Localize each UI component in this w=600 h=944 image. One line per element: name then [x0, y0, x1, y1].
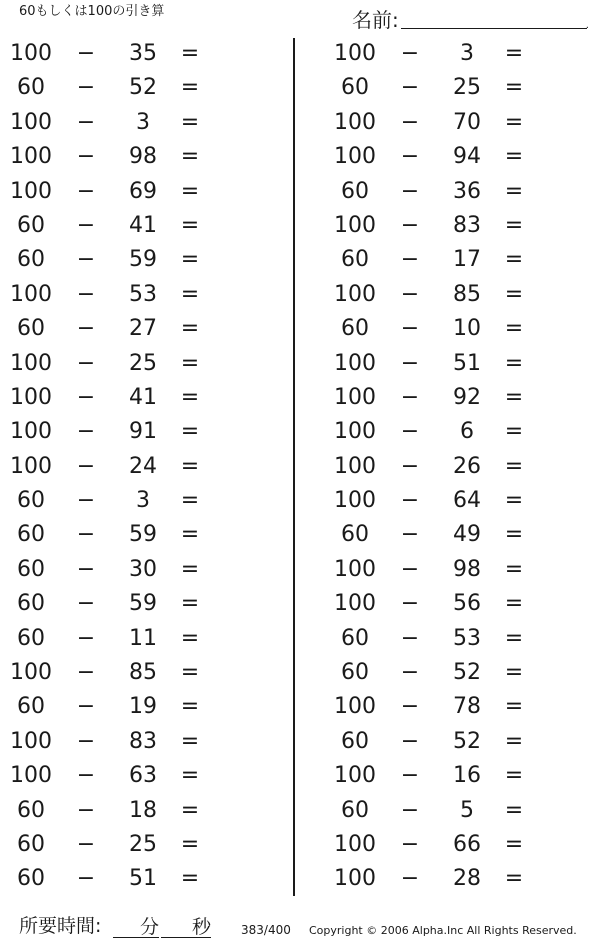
problem-row — [0, 622, 290, 656]
subtrahend: 28 — [453, 866, 481, 892]
minus-sign: − — [76, 797, 96, 823]
minus-sign: − — [400, 212, 420, 238]
minus-sign: − — [76, 384, 96, 410]
problem-row — [0, 312, 290, 346]
minus-sign: − — [76, 144, 96, 170]
minus-sign: − — [400, 247, 420, 273]
subtrahend: 3 — [136, 109, 150, 135]
problem-row — [0, 347, 290, 381]
minuend: 60 — [341, 75, 369, 101]
minus-sign: − — [76, 763, 96, 789]
minus-sign: − — [400, 831, 420, 857]
subtrahend: 56 — [453, 591, 481, 617]
equals-sign: = — [180, 109, 200, 135]
subtrahend: 51 — [453, 350, 481, 376]
subtrahend: 52 — [129, 75, 157, 101]
minus-sign: − — [400, 350, 420, 376]
minus-sign: − — [76, 728, 96, 754]
minuend: 100 — [10, 453, 52, 479]
equals-sign: = — [180, 694, 200, 720]
equals-sign: = — [504, 556, 524, 582]
subtrahend: 94 — [453, 144, 481, 170]
equals-sign: = — [504, 247, 524, 273]
problem-row — [0, 794, 290, 828]
subtrahend: 59 — [129, 522, 157, 548]
minuend: 100 — [334, 591, 376, 617]
page-number: 383/400 — [241, 923, 291, 937]
minus-sign: − — [400, 625, 420, 651]
minuend: 100 — [10, 41, 52, 66]
equals-sign: = — [504, 212, 524, 238]
subtrahend: 36 — [453, 178, 481, 204]
minuend: 100 — [10, 728, 52, 754]
minus-sign: − — [400, 591, 420, 617]
minuend: 100 — [334, 109, 376, 135]
minuend: 100 — [334, 41, 376, 66]
problem-row — [324, 656, 600, 690]
equals-sign: = — [180, 831, 200, 857]
equals-sign: = — [504, 728, 524, 754]
minus-sign: − — [76, 625, 96, 651]
minuend: 60 — [17, 866, 45, 892]
minuend: 60 — [341, 247, 369, 273]
equals-sign: = — [504, 660, 524, 686]
subtrahend: 41 — [129, 212, 157, 238]
equals-sign: = — [504, 797, 524, 823]
minus-sign: − — [76, 178, 96, 204]
subtrahend: 52 — [453, 660, 481, 686]
minuend: 60 — [341, 522, 369, 548]
equals-sign: = — [180, 866, 200, 892]
worksheet-title: 60もしくは100の引き算 — [19, 4, 165, 19]
equals-sign: = — [180, 797, 200, 823]
equals-sign: = — [180, 350, 200, 376]
subtrahend: 85 — [129, 660, 157, 686]
problem-row — [324, 587, 600, 621]
equals-sign: = — [504, 109, 524, 135]
subtrahend: 59 — [129, 247, 157, 273]
minus-sign: − — [76, 316, 96, 342]
subtrahend: 16 — [453, 763, 481, 789]
minuend: 60 — [17, 625, 45, 651]
problem-row — [324, 347, 600, 381]
equals-sign: = — [180, 625, 200, 651]
minus-sign: − — [400, 41, 420, 66]
problem-row — [324, 140, 600, 174]
subtrahend: 35 — [129, 41, 157, 66]
subtrahend: 18 — [129, 797, 157, 823]
equals-sign: = — [180, 178, 200, 204]
minus-sign: − — [400, 453, 420, 479]
minutes-blank[interactable]: 分 — [113, 916, 159, 938]
minuend: 60 — [17, 694, 45, 720]
problem-row — [0, 175, 290, 209]
problem-row — [0, 862, 290, 896]
minus-sign: − — [76, 453, 96, 479]
equals-sign: = — [504, 281, 524, 307]
subtrahend: 24 — [129, 453, 157, 479]
minuend: 60 — [17, 522, 45, 548]
equals-sign: = — [504, 144, 524, 170]
subtrahend: 25 — [129, 831, 157, 857]
name-area — [352, 6, 589, 32]
problem-row — [0, 553, 290, 587]
minuend: 100 — [334, 453, 376, 479]
problem-row — [324, 381, 600, 415]
subtrahend: 83 — [453, 212, 481, 238]
equals-sign: = — [504, 41, 524, 66]
minus-sign: − — [76, 660, 96, 686]
problem-row — [0, 243, 290, 277]
problem-row — [0, 381, 290, 415]
minus-sign: − — [76, 522, 96, 548]
minuend: 100 — [334, 556, 376, 582]
time-required-label: 所要時間: — [19, 915, 102, 937]
subtrahend: 25 — [129, 350, 157, 376]
minuend: 60 — [341, 316, 369, 342]
minuend: 100 — [10, 350, 52, 376]
equals-sign: = — [504, 488, 524, 514]
right-problem-column — [324, 37, 600, 897]
problem-row — [324, 243, 600, 277]
subtrahend: 49 — [453, 522, 481, 548]
problem-row — [324, 37, 600, 71]
minuend: 60 — [17, 316, 45, 342]
subtrahend: 27 — [129, 316, 157, 342]
minuend: 60 — [17, 488, 45, 514]
equals-sign: = — [180, 453, 200, 479]
problem-row — [0, 209, 290, 243]
subtrahend: 11 — [129, 625, 157, 651]
minus-sign: − — [76, 831, 96, 857]
problem-row — [0, 71, 290, 105]
subtrahend: 83 — [129, 728, 157, 754]
problem-row — [324, 278, 600, 312]
minuend: 100 — [10, 384, 52, 410]
problem-row — [0, 725, 290, 759]
minuend: 100 — [334, 144, 376, 170]
problem-row — [324, 518, 600, 552]
equals-sign: = — [180, 144, 200, 170]
subtrahend: 3 — [460, 41, 474, 66]
equals-sign: = — [180, 522, 200, 548]
minus-sign: − — [76, 591, 96, 617]
problem-row — [324, 553, 600, 587]
equals-sign: = — [180, 660, 200, 686]
equals-sign: = — [504, 763, 524, 789]
minuend: 100 — [334, 831, 376, 857]
problem-row — [0, 140, 290, 174]
equals-sign: = — [180, 384, 200, 410]
problem-row — [324, 862, 600, 896]
subtrahend: 98 — [129, 144, 157, 170]
minus-sign: − — [76, 75, 96, 101]
subtrahend: 91 — [129, 419, 157, 445]
problem-row — [324, 450, 600, 484]
minus-sign: − — [400, 488, 420, 514]
equals-sign: = — [180, 728, 200, 754]
minus-sign: − — [76, 212, 96, 238]
name-end-mark: . — [585, 20, 589, 31]
problem-row — [324, 484, 600, 518]
minuend: 100 — [10, 660, 52, 686]
problem-row — [324, 175, 600, 209]
subtrahend: 10 — [453, 316, 481, 342]
minus-sign: − — [400, 316, 420, 342]
left-problem-column — [0, 37, 290, 897]
minuend: 100 — [10, 281, 52, 307]
subtrahend: 3 — [136, 488, 150, 514]
subtrahend: 51 — [129, 866, 157, 892]
subtrahend: 78 — [453, 694, 481, 720]
problem-row — [0, 656, 290, 690]
problem-row — [0, 518, 290, 552]
equals-sign: = — [504, 316, 524, 342]
problem-row — [0, 690, 290, 724]
minus-sign: − — [400, 522, 420, 548]
minuend: 100 — [334, 350, 376, 376]
equals-sign: = — [180, 763, 200, 789]
equals-sign: = — [504, 866, 524, 892]
minuend: 60 — [17, 831, 45, 857]
problem-row — [324, 759, 600, 793]
minus-sign: − — [400, 660, 420, 686]
minuend: 100 — [10, 109, 52, 135]
subtrahend: 85 — [453, 281, 481, 307]
subtrahend: 17 — [453, 247, 481, 273]
minuend: 100 — [10, 763, 52, 789]
minuend: 100 — [10, 419, 52, 445]
problem-row — [0, 450, 290, 484]
subtrahend: 98 — [453, 556, 481, 582]
equals-sign: = — [180, 281, 200, 307]
minuend: 60 — [17, 556, 45, 582]
equals-sign: = — [504, 178, 524, 204]
problem-row — [0, 106, 290, 140]
equals-sign: = — [180, 316, 200, 342]
subtrahend: 26 — [453, 453, 481, 479]
problem-row — [324, 690, 600, 724]
problem-row — [0, 484, 290, 518]
minuend: 60 — [17, 212, 45, 238]
minuend: 100 — [334, 419, 376, 445]
subtrahend: 19 — [129, 694, 157, 720]
minuend: 100 — [334, 866, 376, 892]
equals-sign: = — [504, 384, 524, 410]
minuend: 100 — [334, 281, 376, 307]
equals-sign: = — [180, 591, 200, 617]
equals-sign: = — [504, 75, 524, 101]
copyright-notice: Copyright © 2006 Alpha.Inc All Rights Reserved. — [309, 924, 577, 937]
problem-row — [324, 794, 600, 828]
subtrahend: 30 — [129, 556, 157, 582]
equals-sign: = — [504, 625, 524, 651]
minus-sign: − — [76, 866, 96, 892]
minus-sign: − — [76, 247, 96, 273]
subtrahend: 6 — [460, 419, 474, 445]
equals-sign: = — [180, 41, 200, 66]
minus-sign: − — [76, 419, 96, 445]
minuend: 60 — [341, 178, 369, 204]
subtrahend: 64 — [453, 488, 481, 514]
minuend: 100 — [334, 488, 376, 514]
minus-sign: − — [400, 556, 420, 582]
minuend: 100 — [10, 144, 52, 170]
minuend: 100 — [334, 694, 376, 720]
subtrahend: 41 — [129, 384, 157, 410]
subtrahend: 70 — [453, 109, 481, 135]
equals-sign: = — [504, 831, 524, 857]
minus-sign: − — [76, 41, 96, 66]
equals-sign: = — [504, 591, 524, 617]
subtrahend: 63 — [129, 763, 157, 789]
minuend: 60 — [341, 660, 369, 686]
minus-sign: − — [76, 694, 96, 720]
problem-row — [324, 725, 600, 759]
footer — [19, 912, 594, 942]
minuend: 60 — [341, 728, 369, 754]
minuend: 100 — [334, 763, 376, 789]
equals-sign: = — [504, 453, 524, 479]
subtrahend: 92 — [453, 384, 481, 410]
minuend: 60 — [17, 797, 45, 823]
equals-sign: = — [180, 247, 200, 273]
problem-row — [324, 106, 600, 140]
name-blank-line[interactable] — [401, 28, 587, 29]
subtrahend: 53 — [129, 281, 157, 307]
subtrahend: 5 — [460, 797, 474, 823]
problem-row — [324, 71, 600, 105]
minus-sign: − — [76, 350, 96, 376]
problem-row — [0, 37, 290, 71]
minus-sign: − — [400, 763, 420, 789]
minus-sign: − — [400, 109, 420, 135]
minuend: 60 — [341, 625, 369, 651]
subtrahend: 25 — [453, 75, 481, 101]
equals-sign: = — [504, 350, 524, 376]
minuend: 60 — [17, 75, 45, 101]
minus-sign: − — [76, 281, 96, 307]
problem-row — [0, 587, 290, 621]
problem-row — [324, 622, 600, 656]
minuend: 60 — [341, 797, 369, 823]
minus-sign: − — [400, 694, 420, 720]
minus-sign: − — [400, 75, 420, 101]
equals-sign: = — [504, 694, 524, 720]
equals-sign: = — [180, 556, 200, 582]
minus-sign: − — [400, 728, 420, 754]
equals-sign: = — [180, 488, 200, 514]
seconds-blank[interactable]: 秒 — [161, 916, 211, 938]
minus-sign: − — [400, 384, 420, 410]
subtrahend: 53 — [453, 625, 481, 651]
minus-sign: − — [400, 866, 420, 892]
minus-sign: − — [400, 281, 420, 307]
equals-sign: = — [180, 419, 200, 445]
problem-row — [324, 209, 600, 243]
problem-row — [0, 759, 290, 793]
equals-sign: = — [504, 522, 524, 548]
minus-sign: − — [76, 109, 96, 135]
problem-row — [324, 312, 600, 346]
minus-sign: − — [76, 556, 96, 582]
minuend: 100 — [334, 212, 376, 238]
minuend: 100 — [334, 384, 376, 410]
problem-row — [0, 828, 290, 862]
subtrahend: 59 — [129, 591, 157, 617]
subtrahend: 66 — [453, 831, 481, 857]
problem-row — [324, 415, 600, 449]
minus-sign: − — [400, 178, 420, 204]
equals-sign: = — [180, 75, 200, 101]
subtrahend: 69 — [129, 178, 157, 204]
equals-sign: = — [180, 212, 200, 238]
minus-sign: − — [400, 797, 420, 823]
problem-row — [0, 278, 290, 312]
subtrahend: 52 — [453, 728, 481, 754]
minus-sign: − — [400, 419, 420, 445]
column-divider — [293, 38, 295, 896]
minus-sign: − — [400, 144, 420, 170]
minus-sign: − — [76, 488, 96, 514]
minuend: 60 — [17, 247, 45, 273]
problem-row — [0, 415, 290, 449]
minuend: 60 — [17, 591, 45, 617]
name-label: 名前: — [352, 8, 399, 32]
minuend: 100 — [10, 178, 52, 204]
equals-sign: = — [504, 419, 524, 445]
problem-row — [324, 828, 600, 862]
